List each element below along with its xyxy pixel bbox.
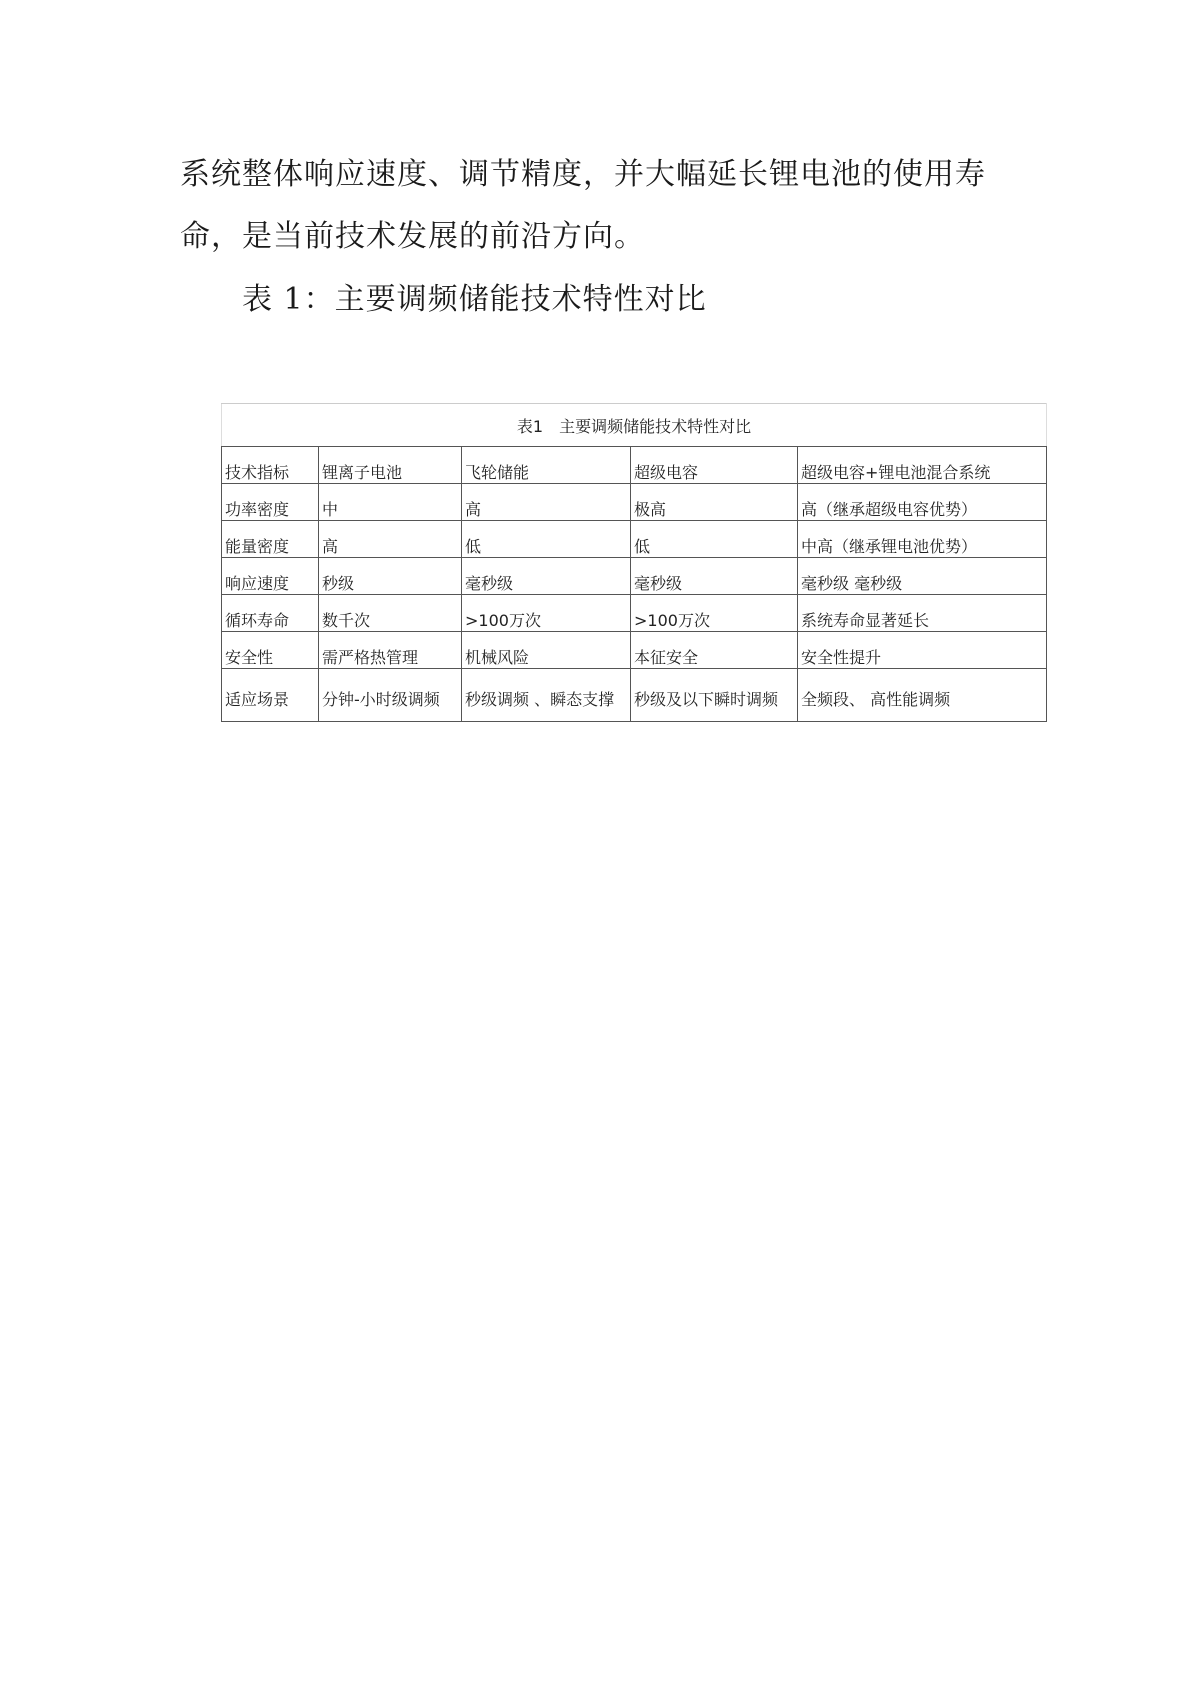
table-cell: 本征安全 (631, 632, 798, 669)
comparison-table (221, 403, 1047, 722)
table-cell: 秒级及以下瞬时调频 (631, 669, 798, 722)
paragraph-line-1: 系统整体响应速度、调节精度，并大幅延长锂电池的使用寿 (180, 157, 986, 192)
table-cell: >100万次 (631, 595, 798, 632)
table-cell: 需严格热管理 (319, 632, 462, 669)
table-cell: 循环寿命 (222, 595, 319, 632)
table-cell: 低 (462, 521, 631, 558)
table-cell: 毫秒级 (462, 558, 631, 595)
header-cell: 超级电容 (631, 447, 798, 484)
table-cell: 秒级调频 、瞬态支撑 (462, 669, 631, 722)
table-caption: 表 1：主要调频储能技术特性对比 (242, 282, 707, 317)
table-cell: 安全性提升 (798, 632, 1047, 669)
table-cell: >100万次 (462, 595, 631, 632)
table-title-row (222, 404, 1047, 447)
table-cell: 高（继承超级电容优势） (798, 484, 1047, 521)
table-row (222, 558, 1047, 595)
table-cell: 中高（继承锂电池优势） (798, 521, 1047, 558)
header-cell: 锂离子电池 (319, 447, 462, 484)
table-cell: 高 (319, 521, 462, 558)
table-cell: 秒级 (319, 558, 462, 595)
table-cell: 高 (462, 484, 631, 521)
table-header-row (222, 447, 1047, 484)
table-cell: 系统寿命显著延长 (798, 595, 1047, 632)
header-cell: 飞轮储能 (462, 447, 631, 484)
table-cell: 分钟-小时级调频 (319, 669, 462, 722)
table-cell: 适应场景 (222, 669, 319, 722)
table-cell: 低 (631, 521, 798, 558)
table-title: 表1 主要调频储能技术特性对比 (222, 404, 1047, 447)
table-row (222, 595, 1047, 632)
table-cell: 安全性 (222, 632, 319, 669)
table-cell: 中 (319, 484, 462, 521)
table-cell: 极高 (631, 484, 798, 521)
table-row (222, 484, 1047, 521)
table-row (222, 669, 1047, 722)
table-cell: 机械风险 (462, 632, 631, 669)
table-cell: 数千次 (319, 595, 462, 632)
table-cell: 能量密度 (222, 521, 319, 558)
paragraph-line-2: 命，是当前技术发展的前沿方向。 (180, 219, 645, 254)
header-cell: 技术指标 (222, 447, 319, 484)
comparison-table-image (221, 403, 1046, 722)
table-row (222, 632, 1047, 669)
table-cell: 全频段、 高性能调频 (798, 669, 1047, 722)
table-cell: 毫秒级 (631, 558, 798, 595)
table-cell: 功率密度 (222, 484, 319, 521)
table-cell: 响应速度 (222, 558, 319, 595)
header-cell: 超级电容+锂电池混合系统 (798, 447, 1047, 484)
table-row (222, 521, 1047, 558)
table-cell: 毫秒级 毫秒级 (798, 558, 1047, 595)
